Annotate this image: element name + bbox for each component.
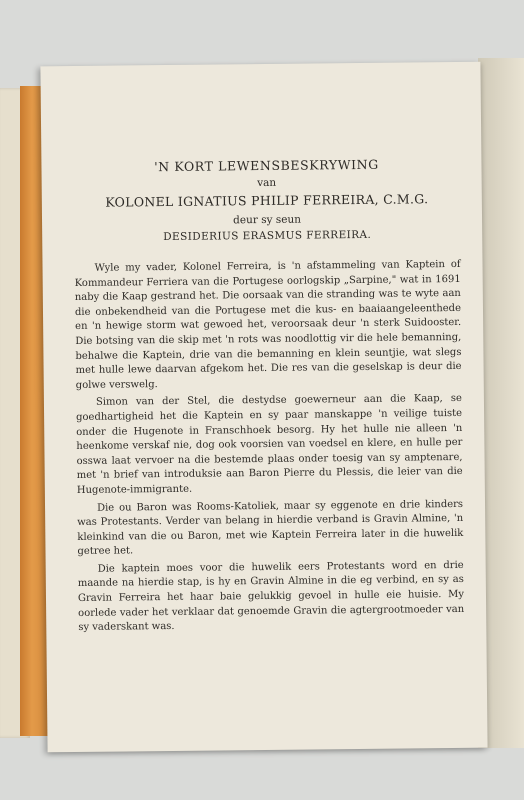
author-name: DESIDERIUS ERASMUS FERREIRA. [163, 228, 372, 244]
paragraph: Die ou Baron was Rooms-Katoliek, maar sy eggenote en drie kinders was Protestants. Verder van belang in hierdie verband is Gravin Almine, 'n kleinkind van die ou Baron, met wie Kaptein Ferreira later in die huwelik getree het. [77, 498, 464, 558]
page-heading [73, 156, 460, 244]
byline: deur sy seun [233, 213, 302, 227]
paragraph: Simon van der Stel, die destydse goewerneur aan die Kaap, se goedhartigheid het die Kaptein en sy paar manskappe 'n veilige tuiste onder die Hugenote in Franschhoek besorg. Hy het hulle nie alleen 'n heenkome verskaf nie, dog ook voorsien van voedsel en klere, en hulle per osswa laat vervoer na die bestemde plaas onder toesig van sy amptenare, met 'n brief van introduksie aan Baron Pierre du Plessis, die leier van die Hugenote-immigrante. [76, 393, 463, 496]
paragraph: Wyle my vader, Kolonel Ferreira, is 'n afstammeling van Kaptein of Kommandeur Ferriera van die Portugese oorlogskip „Sarpine," wat in 1691 naby die Kaap gestrand het. Die oorsaak van die stranding was te wyte aan die onbekendheid van die Portugese met die kus- en baaiaangeleenthede en 'n hewige storm wat gewoed het, veroorsaak deur 'n sterk Suidooster. Die botsing van die skip met 'n rots was noodlottig vir die hele bemanning, behalwe die Kaptein, drie van die bemanning en klein seuntjie, wat slegs met hulle lewe daarvan afgekom het. Die res van die geselskap is deur die golwe verswelg. [74, 258, 462, 391]
subject-name: KOLONEL IGNATIUS PHILIP FERREIRA, C.M.G. [105, 191, 429, 210]
page-content [73, 156, 464, 639]
body-text [74, 258, 464, 636]
title-connector: van [257, 176, 277, 190]
book-page [40, 62, 487, 753]
paragraph: Die kaptein moes voor die huwelik eers Protestants word en drie maande na hierdie stap, is hy en Gravin Almine in die eg verbind, en sy as Gravin Ferreira het haar baie gelukkig gevoel in hulle eie huisie. My oorlede vader het verklaar dat genoemde Gravin die agtergrootmoeder van sy vaderskant was. [77, 559, 465, 634]
document-title: 'N KORT LEWENSBESKRYWING [154, 156, 379, 175]
